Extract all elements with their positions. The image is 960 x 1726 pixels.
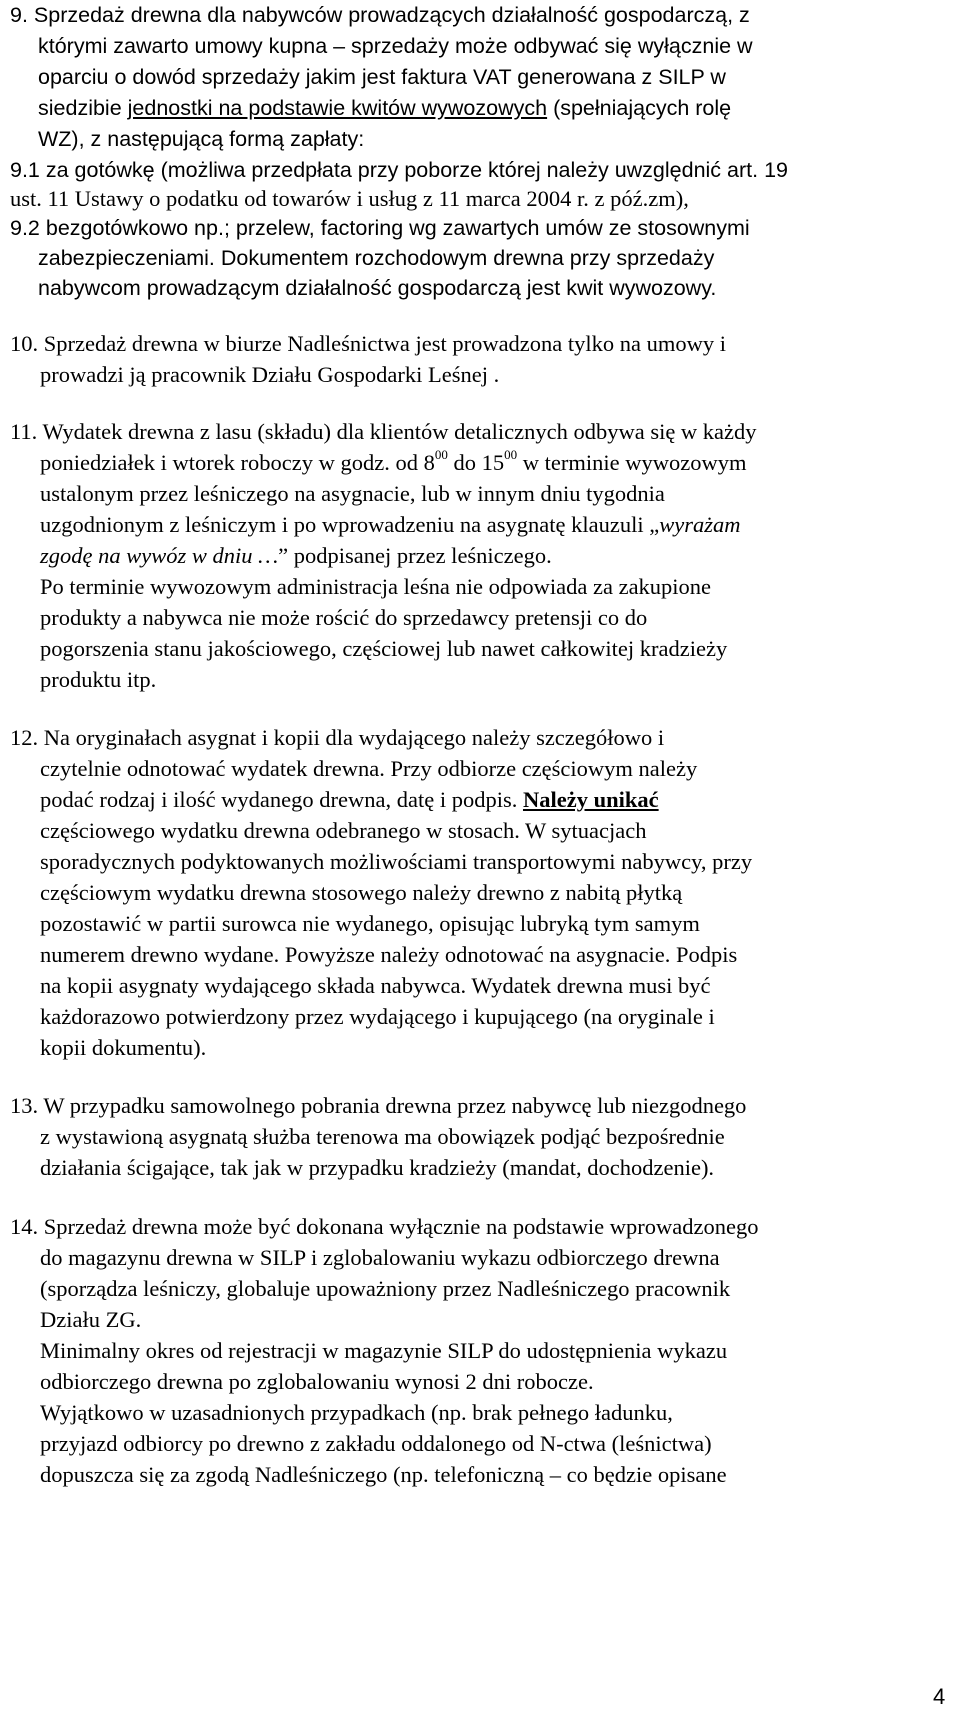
emphasized-phrase: Należy unikać <box>522 787 659 812</box>
section-11-line-9: produktu itp. <box>40 667 157 692</box>
section-12-line-7: pozostawić w partii surowca nie wydanego, opisując lubryką tym samym <box>40 911 700 936</box>
section-11-line-6: Po terminie wywozowym administracja leśna nie odpowiada za zakupione <box>40 574 712 599</box>
section-11-line-4: uzgodnionym z leśniczym i po wprowadzeniu na asygnatę klauzuli „wyrażam <box>40 512 741 537</box>
section-11-line-8: pogorszenia stanu jakościowego, częściowej lub nawet całkowitej kradzieży <box>40 636 728 661</box>
section-14-line-1: 14. Sprzedaż drewna może być dokonana wyłącznie na podstawie wprowadzonego <box>10 1214 759 1239</box>
section-11-line-5: zgodę na wywóz w dniu …” podpisanej przez leśniczego. <box>40 543 552 568</box>
section-14-line-7: Wyjątkowo w uzasadnionych przypadkach (np. brak pełnego ładunku, <box>40 1400 673 1425</box>
section-12-line-2: czytelnie odnotować wydatek drewna. Przy odbiorze częściowym należy <box>40 756 698 781</box>
section-11-line-7: produkty a nabywca nie może rościć do sprzedawcy pretensji co do <box>40 605 648 630</box>
italic-clause: wyrażam <box>659 512 741 537</box>
section-11-line-3: ustalonym przez leśniczego na asygnacie, lub w innym dniu tygodnia <box>40 481 665 506</box>
section-14-line-2: do magazynu drewna w SILP i zglobalowaniu wykazu odbiorczego drewna <box>40 1245 720 1270</box>
section-9-line-2: którymi zawarto umowy kupna – sprzedaży może odbywać się wyłącznie w <box>38 34 753 58</box>
section-9-2-line-3: nabywcom prowadzącym działalność gospodarczą jest kwit wywozowy. <box>38 276 717 300</box>
section-14-line-8: przyjazd odbiorcy po drewno z zakładu oddalonego od N-ctwa (leśnictwa) <box>40 1431 712 1456</box>
section-13-line-3: działania ścigające, tak jak w przypadku kradzieży (mandat, dochodzenie). <box>40 1155 715 1180</box>
section-14-line-6: odbiorczego drewna po zglobalowaniu wynosi 2 dni robocze. <box>40 1369 594 1394</box>
section-12-line-10: każdorazowo potwierdzony przez wydającego i kupującego (na oryginale i <box>40 1004 715 1029</box>
italic-clause: zgodę na wywóz w dniu … <box>40 543 279 568</box>
section-9-2-line-1: 9.2 bezgotówkowo np.; przelew, factoring wg zawartych umów ze stosownymi <box>10 216 750 240</box>
section-10-line-1: 10. Sprzedaż drewna w biurze Nadleśnictwa jest prowadzona tylko na umowy i <box>10 331 727 356</box>
section-11-line-1: 11. Wydatek drewna z lasu (składu) dla klientów detalicznych odbywa się w każdy <box>10 419 757 444</box>
section-9-2-line-2: zabezpieczeniami. Dokumentem rozchodowym drewna przy sprzedaży <box>38 246 715 270</box>
section-14-line-3: (sporządza leśniczy, globaluje upoważniony przez Nadleśniczego pracownik <box>40 1276 731 1301</box>
section-12-line-3: podać rodzaj i ilość wydanego drewna, datę i podpis. Należy unikać <box>40 787 659 812</box>
section-9-line-4 <box>38 93 731 123</box>
section-9-line-3: oparciu o dowód sprzedaży jakim jest faktura VAT generowana z SILP w <box>38 65 726 89</box>
superscript-00: 00 <box>504 446 518 462</box>
section-13-line-1: 13. W przypadku samowolnego pobrania drewna przez nabywcę lub niezgodnego <box>10 1093 747 1118</box>
superscript-00: 00 <box>434 446 448 462</box>
section-10-line-2: prowadzi ją pracownik Działu Gospodarki Leśnej . <box>40 362 500 387</box>
section-12-line-4: częściowego wydatku drewna odebranego w stosach. W sytuacjach <box>40 818 647 843</box>
section-12-line-11: kopii dokumentu). <box>40 1035 207 1060</box>
section-9-line-1: 9. Sprzedaż drewna dla nabywców prowadzących działalność gospodarczą, z <box>10 3 750 27</box>
underlined-phrase: jednostki na podstawie kwitów wywozowych <box>127 96 548 120</box>
section-9-1-line-1: 9.1 za gotówkę (możliwa przedpłata przy poborze której należy uwzględnić art. 19 <box>10 158 788 182</box>
section-9-line-4a: siedzibie <box>38 96 128 120</box>
section-14-line-4: Działu ZG. <box>40 1307 142 1332</box>
section-11-line-2: poniedziałek i wtorek roboczy w godz. od $8^{00}$ do $15^{00}$ w terminie wywozowym <box>40 446 747 475</box>
section-9-line-5: WZ), z następującą formą zapłaty: <box>38 127 365 151</box>
section-14-line-5: Minimalny okres od rejestracji w magazynie SILP do udostępnienia wykazu <box>40 1338 728 1363</box>
section-12-line-9: na kopii asygnaty wydającego składa nabywca. Wydatek drewna musi być <box>40 973 711 998</box>
section-14-line-9: dopuszcza się za zgodą Nadleśniczego (np. telefoniczną – co będzie opisane <box>40 1462 727 1487</box>
section-12-line-6: częściowym wydatku drewna stosowego należy drewno z nabitą płytką <box>40 880 683 905</box>
section-12-line-5: sporadycznych podyktowanych możliwościami transportowymi nabywcy, przy <box>40 849 753 874</box>
section-9-line-4c: (spełniających rolę <box>547 96 732 120</box>
section-13-line-2: z wystawioną asygnatą służba terenowa ma obowiązek podjąć bezpośrednie <box>40 1124 725 1149</box>
section-9-1-line-2: ust. 11 Ustawy o podatku od towarów i usług z 11 marca 2004 r. z póź.zm), <box>10 186 689 211</box>
section-12-line-1: 12. Na oryginałach asygnat i kopii dla wydającego należy szczegółowo i <box>10 725 665 750</box>
section-12-line-8: numerem drewno wydane. Powyższe należy odnotować na asygnacie. Podpis <box>40 942 738 967</box>
page-number: 4 <box>933 1684 946 1709</box>
